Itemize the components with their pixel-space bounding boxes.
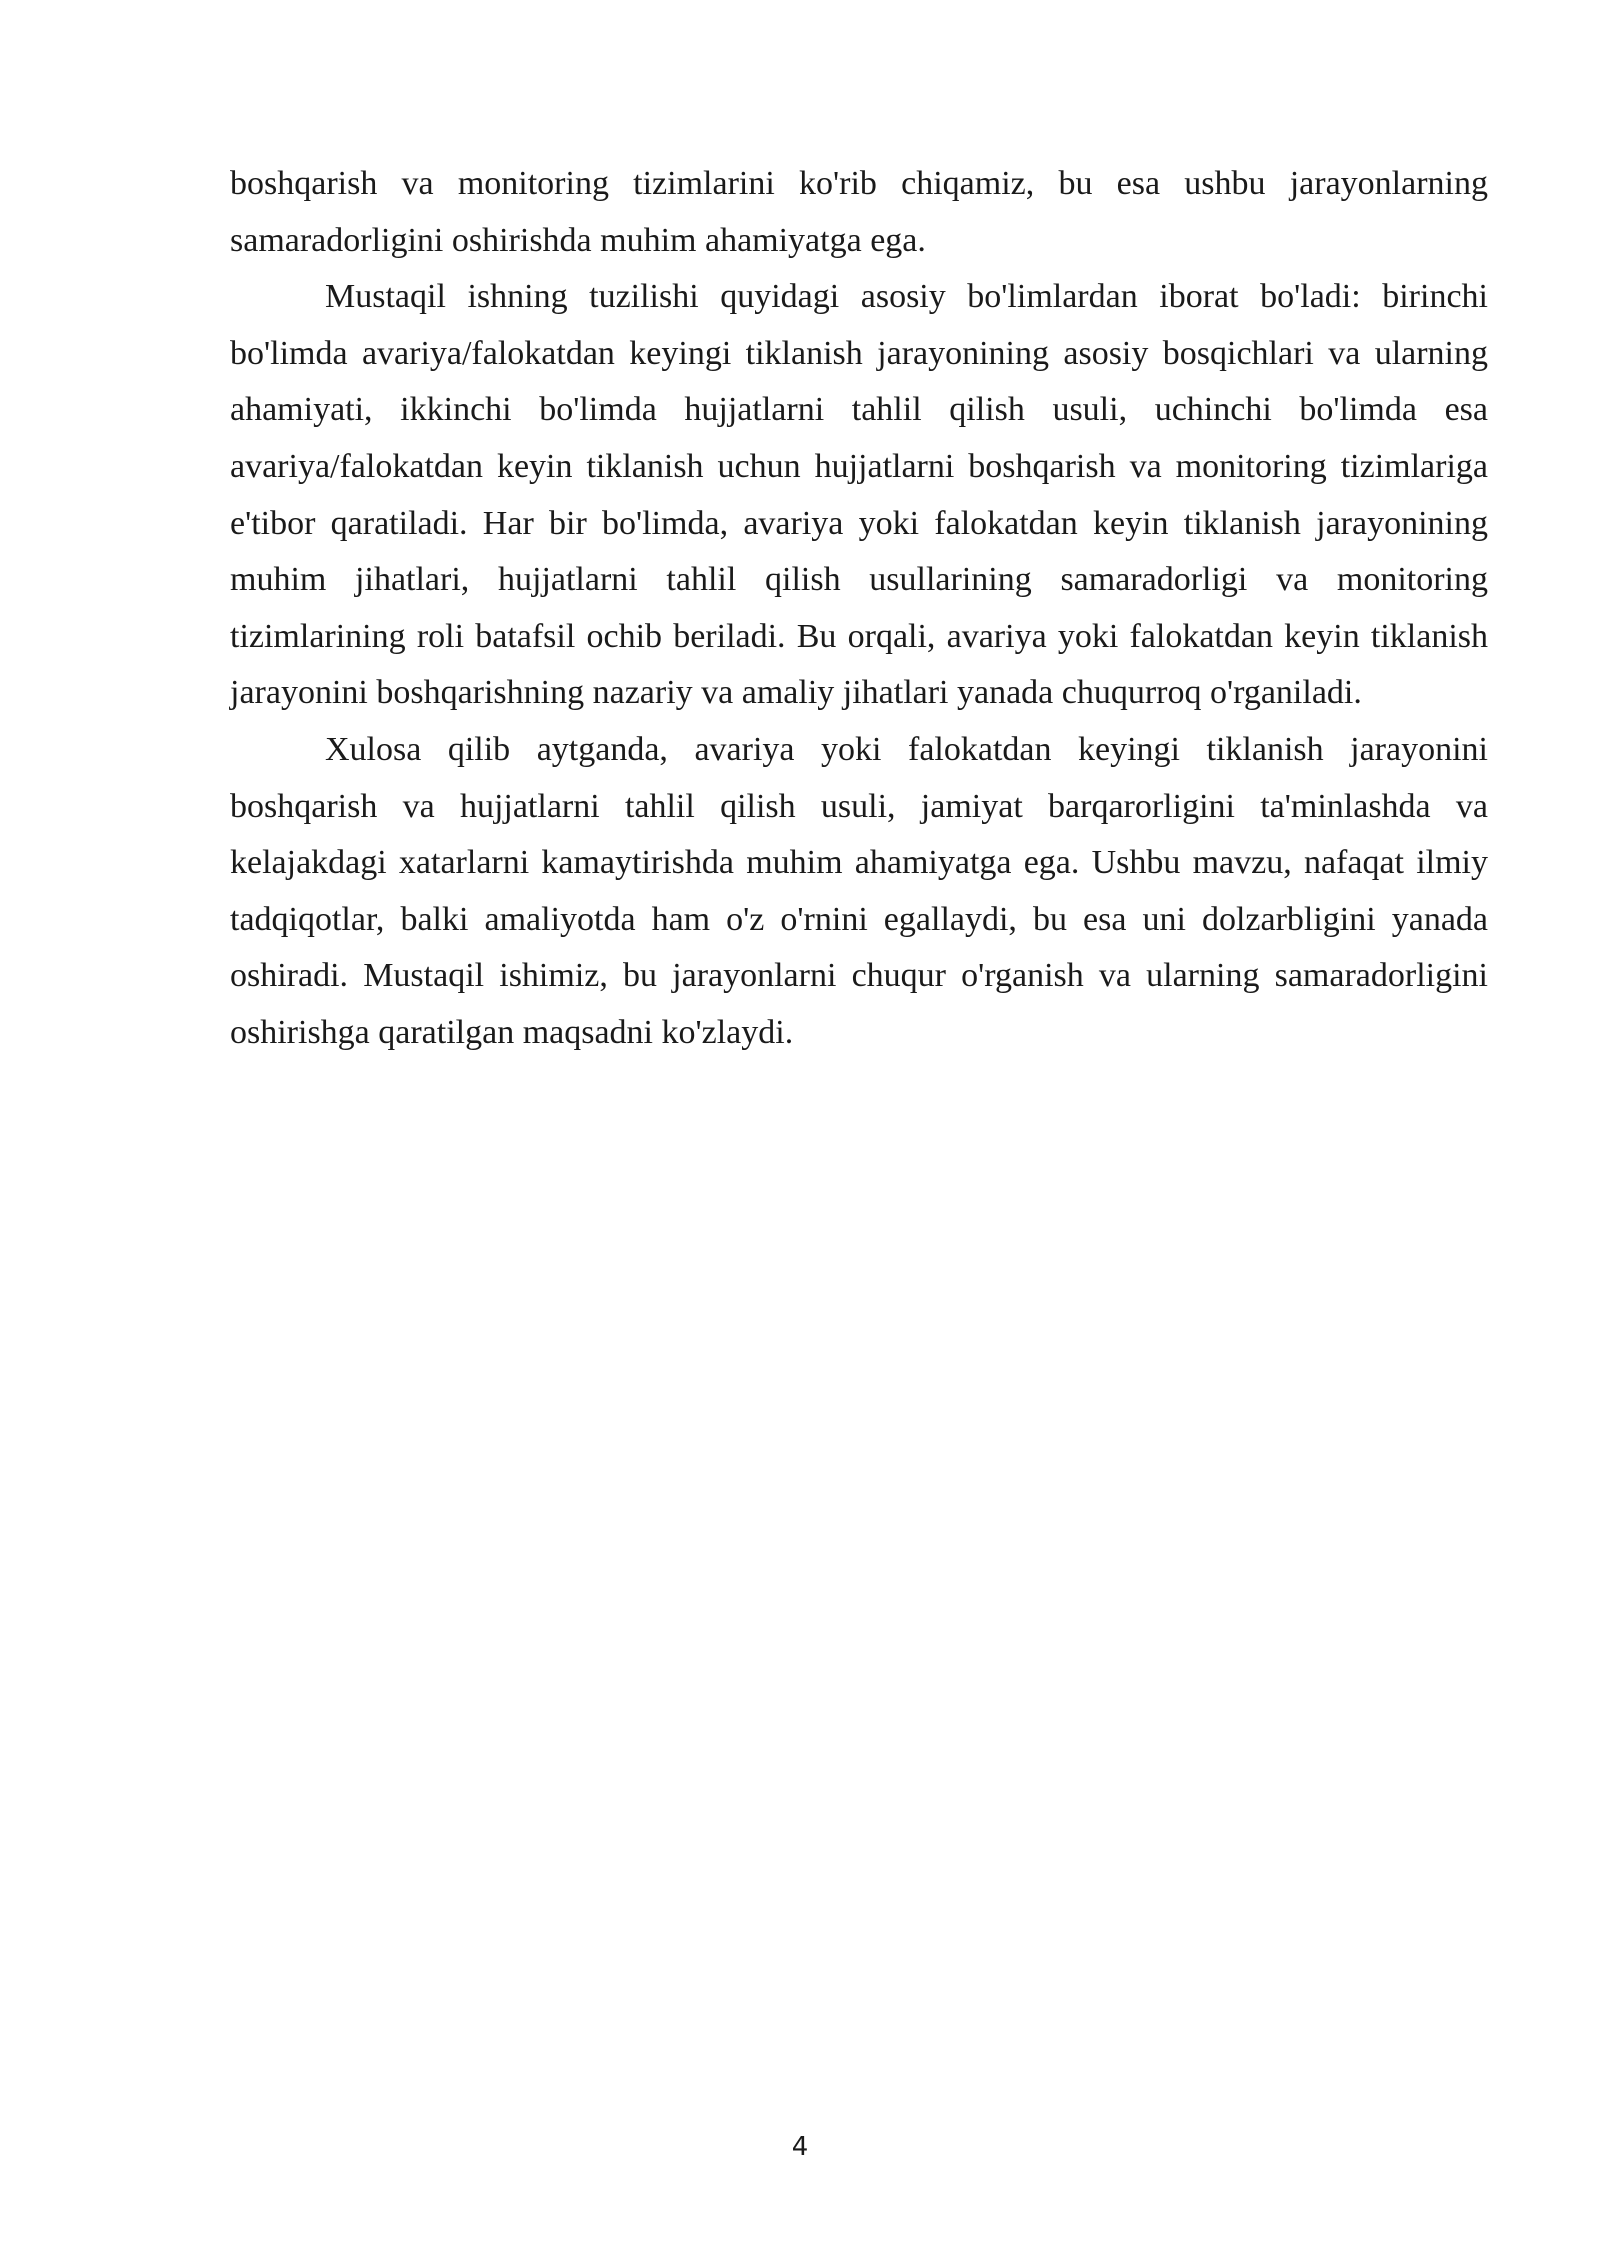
- paragraph-conclusion: Xulosa qilib aytganda, avariya yoki falokatdan keyingi tiklanish jarayonini boshqarish va hujjatlarni tahlil qilish usuli, jamiyat barqarorligini ta'minlashda va kelajakdagi xatarlarni kamaytirishda muhim ahamiyatga ega. Ushbu mavzu, nafaqat ilmiy tadqiqotlar, balki amaliyotda ham o'z o'rnini egallaydi, bu esa uni dolzarbligini yanada oshiradi. Mustaqil ishimiz, bu jarayonlarni chuqur o'rganish va ularning samaradorligini oshirishga qaratilgan maqsadni ko'zlaydi.: [230, 730, 1488, 1051]
- paragraph-continuation: boshqarish va monitoring tizimlarini ko'rib chiqamiz, bu esa ushbu jarayonlarning samaradorligini oshirishda muhim ahamiyatga ega.: [230, 165, 1488, 259]
- paragraph-structure: Mustaqil ishning tuzilishi quyidagi asosiy bo'limlardan iborat bo'ladi: birinchi bo'limda avariya/falokatdan keyingi tiklanish jarayonining asosiy bosqichlari va ularning ahamiyati, ikkinchi bo'limda hujjatlarni tahlil qilish usuli, uchinchi bo'limda esa avariya/falokatdan keyin tiklanish uchun hujjatlarni boshqarish va monitoring tizimlariga e'tibor qaratiladi. Har bir bo'limda, avariya yoki falokatdan keyin tiklanish jarayonining muhim jihatlari, hujjatlarni tahlil qilish usullarining samaradorligi va monitoring tizimlarining roli batafsil ochib beriladi. Bu orqali, avariya yoki falokatdan keyin tiklanish jarayonini boshqarishning nazariy va amaliy jihatlari yanada chuqurroq o'rganiladi.: [230, 278, 1488, 712]
- page-number: 4: [791, 2132, 809, 2162]
- body-text: [230, 156, 1488, 1062]
